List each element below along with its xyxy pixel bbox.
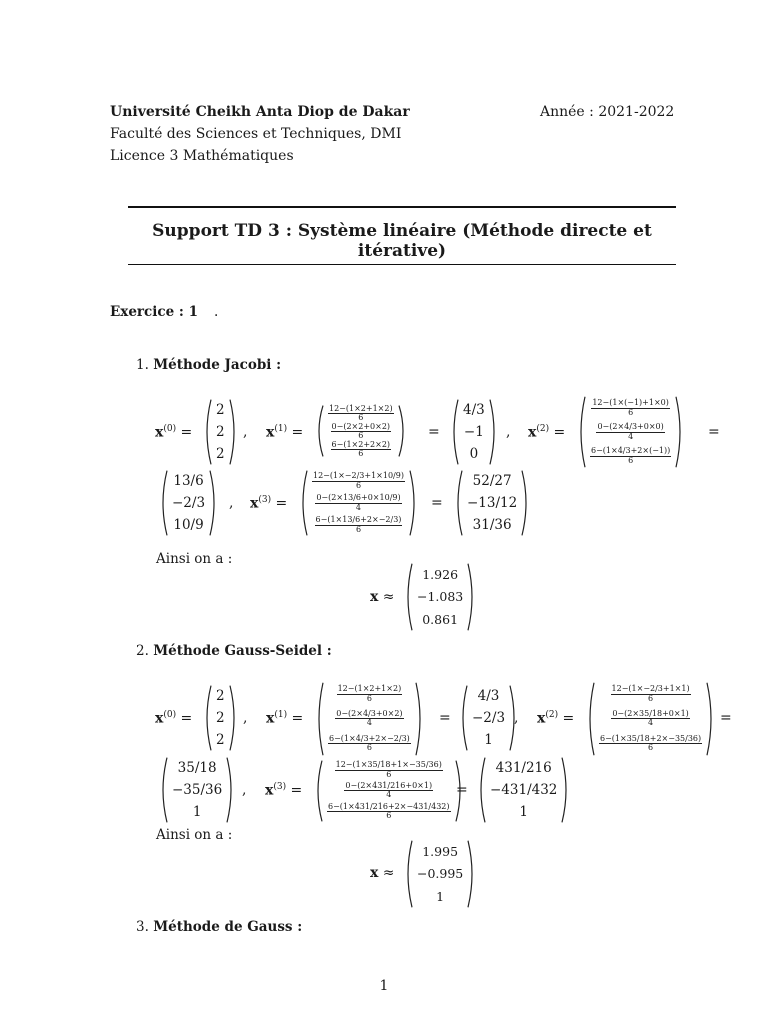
gs-approx-label: x ≈ [370,865,395,881]
jacobi-x2-expr-vector: $\frac{12-(1\times(-1)+1\times 0)}{6}$ $\frac{0-(2\times 4/3+0\times 0)}{4}$ $\frac{6-(1\times 4/3+2\times(-1))}{6}$ [576,396,685,468]
gs-x2-label: $x^{(2)}$ = [537,710,575,727]
jacobi-conclusion: Ainsi on a : [156,551,233,567]
comma: , [243,424,248,440]
section-gauss-seidel-heading: 2. Méthode Gauss-Seidel : [136,643,332,659]
comma: , [242,782,247,798]
gs-x3-vector: 431/216 −431/432 1 [476,757,571,823]
jacobi-x2-label: $x^{(2)}$ = [528,424,566,441]
equals: = [720,710,732,726]
jacobi-x3-vector: 52/27 −13/12 31/36 [453,470,531,536]
gs-x2-expr-vector: $\frac{12-(1\times-2/3+1\times 1)}{6}$ $\frac{0-(2\times 35/18+0\times 1)}{4}$ $\frac{6-(1\times 35/18+2\times-35/36)}{6}$ [585,682,716,756]
gs-x0-label: $x^{(0)}$ = [155,710,193,727]
equals: = [708,424,720,440]
document-title: Support TD 3 : Système linéaire (Méthode directe et itérative) [152,221,652,261]
university-name: Université Cheikh Anta Diop de Dakar [110,104,410,120]
comma: , [243,710,248,726]
program-level: Licence 3 Mathématiques [110,148,294,164]
comma: , [514,710,519,726]
jacobi-x1-label: $x^{(1)}$ = [266,424,304,441]
jacobi-x2-vector: 13/6 −2/3 10/9 [158,470,219,536]
section-jacobi-heading: 1. Méthode Jacobi : [136,357,282,373]
gs-x1-vector: 4/3 −2/3 1 [458,685,519,751]
gs-x1-label: $x^{(1)}$ = [266,710,304,727]
comma: , [229,495,234,511]
jacobi-x1-expr-vector: $\frac{12-(1\times 2+1\times 2)}{6}$ $\frac{0-(2\times 2+0\times 2)}{6}$ $\frac{6-(1\times 2+2\times 2)}{6}$ [314,405,408,457]
gs-x3-label: $x^{(3)}$ = [265,782,303,799]
gs-x1-expr-vector: $\frac{12-(1\times 2+1\times 2)}{6}$ $\frac{0-(2\times 4/3+0\times 2)}{4}$ $\frac{6-(1\times 4/3+2\times-2/3)}{6}$ [314,682,425,756]
page-number: 1 [379,978,389,994]
gs-x2-vector: 35/18 −35/36 1 [158,757,236,823]
jacobi-approx-vector: 1.926 −1.083 0.861 [403,563,477,631]
title-top-rule [128,206,676,208]
jacobi-x0-vector: 2 2 2 [202,399,239,465]
comma: , [506,424,511,440]
section-gauss-heading: 3. Méthode de Gauss : [136,919,303,935]
faculty-name: Faculté des Sciences et Techniques, DMI [110,126,402,142]
equals: = [456,782,468,798]
gs-conclusion: Ainsi on a : [156,827,233,843]
jacobi-approx-label: x ≈ [370,589,395,605]
gs-approx-vector: 1.995 −0.995 1 [403,840,477,908]
equals: = [431,495,443,511]
title-bottom-rule [128,264,676,265]
jacobi-x3-label: $x^{(3)}$ = [250,495,288,512]
jacobi-x3-expr-vector: $\frac{12-(1\times-2/3+1\times 10/9)}{6}$ $\frac{0-(2\times 13/6+0\times 10/9)}{4}$ $\frac{6-(1\times 13/6+2\times-2/3)}{6}$ [298,470,419,536]
equals: = [428,424,440,440]
gs-x0-vector: 2 2 2 [202,685,239,751]
exercise-label: Exercice : 1 . [110,304,219,320]
equals: = [439,710,451,726]
academic-year: Année : 2021-2022 [540,104,675,120]
jacobi-x0-label: $x^{(0)}$ = [155,424,193,441]
gs-x3-expr-vector: $\frac{12-(1\times 35/18+1\times-35/36)}{6}$ $\frac{0-(2\times 431/216+0\times 1)}{4}$ $\frac{6-(1\times 431/216+2\times-431/432)}{6}$ [313,760,465,822]
jacobi-x1-vector: 4/3 −1 0 [449,399,499,465]
